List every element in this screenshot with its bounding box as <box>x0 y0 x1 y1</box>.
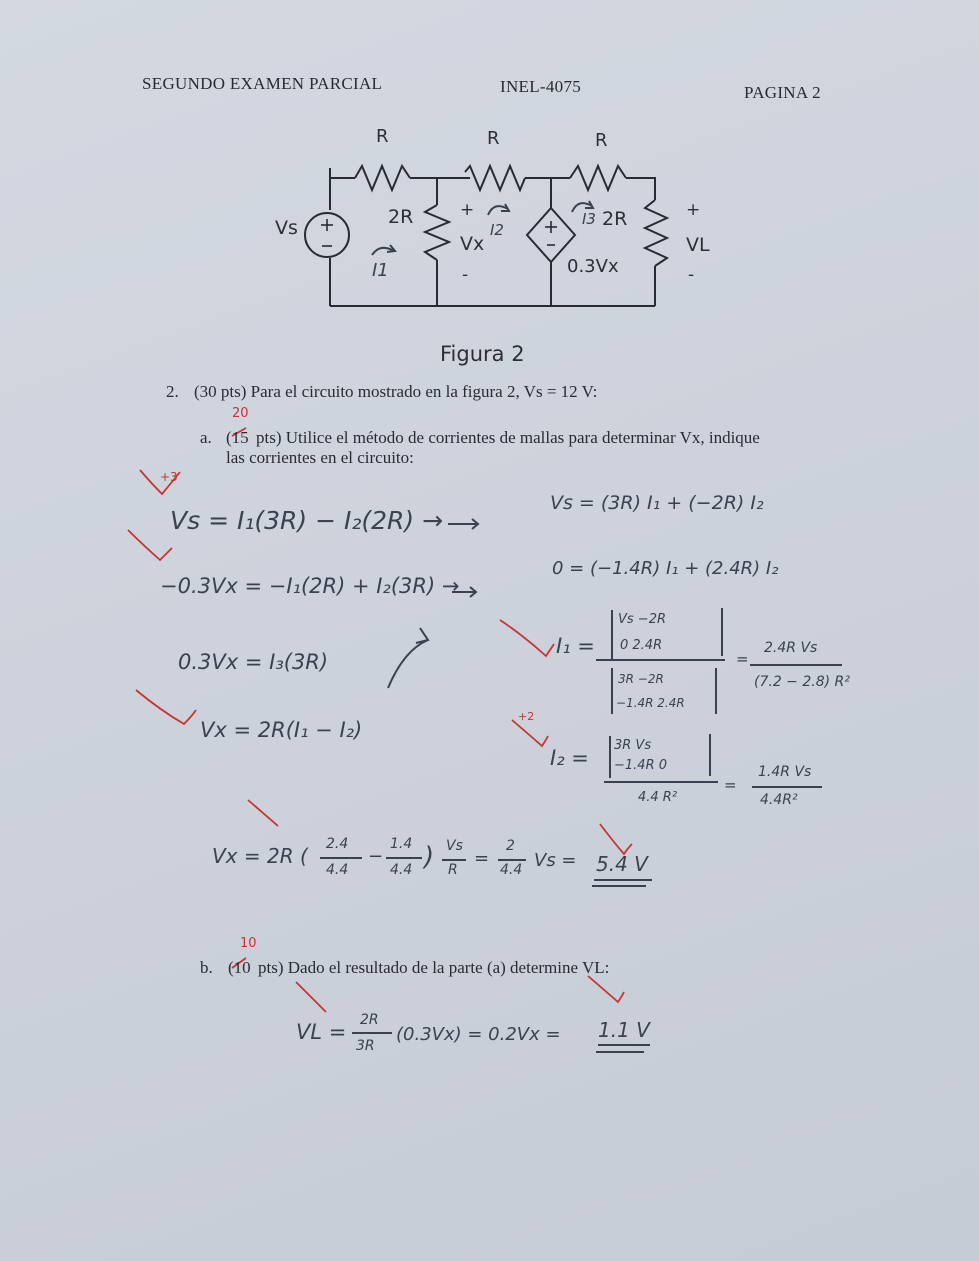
top-wire-left <box>330 168 355 178</box>
hw-eq4: Vx = 2R(I₁ − I₂) <box>200 718 363 742</box>
check-mark-7 <box>600 824 632 854</box>
hw-frac-a-den: 4.4 <box>326 862 349 878</box>
hw-i1-result-num: 2.4R Vs <box>764 640 818 656</box>
hw-vl-frac-den: 3R <box>356 1038 375 1054</box>
part-a-points-original: 15 <box>231 428 249 447</box>
label-vx: Vx <box>460 233 485 255</box>
label-2r-right: 2R <box>602 208 628 230</box>
question-number: 2. <box>166 382 179 401</box>
label-2r-left: 2R <box>388 206 414 228</box>
hw-frac-b-den: 4.4 <box>390 862 413 878</box>
hw-vx-answer: 5.4 V <box>596 852 648 876</box>
part-a-text-1: pts) Utilice el método de corrientes de mallas para determinar Vx, indique <box>256 428 760 447</box>
hw-arrow-1 <box>448 519 478 529</box>
label-i1: I1 <box>372 260 389 281</box>
hw-vs-tail: Vs = <box>534 850 577 871</box>
check-mark-6 <box>248 800 278 826</box>
hw-vx-final: Vx = 2R ( <box>212 844 308 868</box>
hw-den-row1: 3R −2R <box>618 672 664 686</box>
hw-close-paren: ) <box>424 842 435 872</box>
label-i3: I3 <box>582 210 596 228</box>
part-b-letter: b. <box>200 958 213 977</box>
part-a-points-corrected: 20 <box>232 406 249 421</box>
hw-frac-b-num: 1.4 <box>390 836 413 852</box>
check-mark-4 <box>500 620 554 656</box>
hw-frac-d-num: 2 <box>506 838 515 854</box>
label-r3: R <box>595 130 608 151</box>
part-a-text-2: las corrientes en el circuito: <box>226 448 414 467</box>
header-page: PAGINA 2 <box>744 83 821 102</box>
hw-eq2: −0.3Vx = −I₁(2R) + I₂(3R) → <box>160 574 460 598</box>
grade-mark-a: +3 <box>160 470 178 484</box>
figure-caption: Figura 2 <box>440 342 525 366</box>
check-mark-2 <box>128 530 172 560</box>
resistor-r3 <box>570 166 626 190</box>
hw-det1-row1: Vs −2R <box>618 612 666 627</box>
part-a-paren: (15 <box>226 428 249 447</box>
part-b-text: pts) Dado el resultado de la parte (a) determine VL: <box>258 958 610 977</box>
hw-frac-c-num: Vs <box>446 838 463 854</box>
hw-arrow-3 <box>388 628 428 688</box>
hw-eq1: Vs = I₁(3R) − I₂(2R) → <box>170 506 444 535</box>
hw-det1-row2: 0 2.4R <box>620 638 663 653</box>
dependent-source <box>527 208 575 262</box>
header-title: SEGUNDO EXAMEN PARCIAL <box>142 74 383 93</box>
part-a-letter: a. <box>200 428 212 447</box>
label-vl: VL <box>686 234 710 256</box>
hw-vl-answer: 1.1 V <box>598 1018 650 1042</box>
check-mark-8 <box>296 982 326 1012</box>
label-r1: R <box>376 126 389 147</box>
resistor-r2 <box>465 166 525 190</box>
hw-vl-frac-num: 2R <box>360 1012 379 1028</box>
part-b-points-original: 10 <box>233 958 251 977</box>
hw-eq3: 0.3Vx = I₃(3R) <box>178 650 329 674</box>
hw-det2-row2: −1.4R 0 <box>614 758 668 773</box>
hw-i2-result-num: 1.4R Vs <box>758 764 812 780</box>
hw-eq-sign-1: = <box>736 650 749 668</box>
grade-mark-i2: +2 <box>518 710 535 723</box>
check-mark-9 <box>588 976 624 1002</box>
check-mark-5 <box>512 720 548 746</box>
label-dep-source: 0.3Vx <box>567 256 619 277</box>
resistor-2r-left <box>425 205 449 260</box>
header-course: INEL-4075 <box>500 77 582 96</box>
check-mark-3 <box>136 690 196 724</box>
hw-i2-lhs: I₂ = <box>550 746 589 770</box>
hw-eq6: 0 = (−1.4R) I₁ + (2.4R) I₂ <box>552 558 779 579</box>
hw-i1-result-den: (7.2 − 2.8) R² <box>754 674 850 690</box>
hw-den-row2: −1.4R 2.4R <box>616 696 685 710</box>
hw-det2-row1: 3R Vs <box>614 738 652 753</box>
label-vx-minus: - <box>462 265 469 285</box>
part-b-paren: (10 <box>228 958 251 977</box>
hw-i2-result-den: 4.4R² <box>760 792 798 808</box>
hw-frac-d-den: 4.4 <box>500 862 523 878</box>
resistor-2r-right <box>645 200 667 266</box>
label-vl-plus: + <box>686 200 701 220</box>
label-vx-plus: + <box>460 200 475 220</box>
label-vl-minus: - <box>688 265 695 285</box>
hw-det2-den: 4.4 R² <box>638 790 678 805</box>
label-i2: I2 <box>490 221 504 239</box>
resistor-r1 <box>355 166 410 190</box>
hw-vl-mid: (0.3Vx) = 0.2Vx = <box>396 1024 561 1045</box>
part-b-points-corrected: 10 <box>240 936 257 951</box>
hw-eq5: Vs = (3R) I₁ + (−2R) I₂ <box>550 492 764 514</box>
hw-eq-sign-3: = <box>474 848 490 869</box>
hw-frac-a-num: 2.4 <box>326 836 349 852</box>
hw-eq-sign-2: = <box>724 776 737 794</box>
hw-frac-c-den: R <box>448 862 458 878</box>
hw-i1-lhs: I₁ = <box>556 634 595 658</box>
label-vs: Vs <box>275 217 298 239</box>
hw-vl-lhs: VL = <box>296 1020 347 1044</box>
hw-minus: − <box>368 846 384 867</box>
label-r2: R <box>487 128 500 149</box>
question-text: (30 pts) Para el circuito mostrado en la figura 2, Vs = 12 V: <box>194 382 598 401</box>
